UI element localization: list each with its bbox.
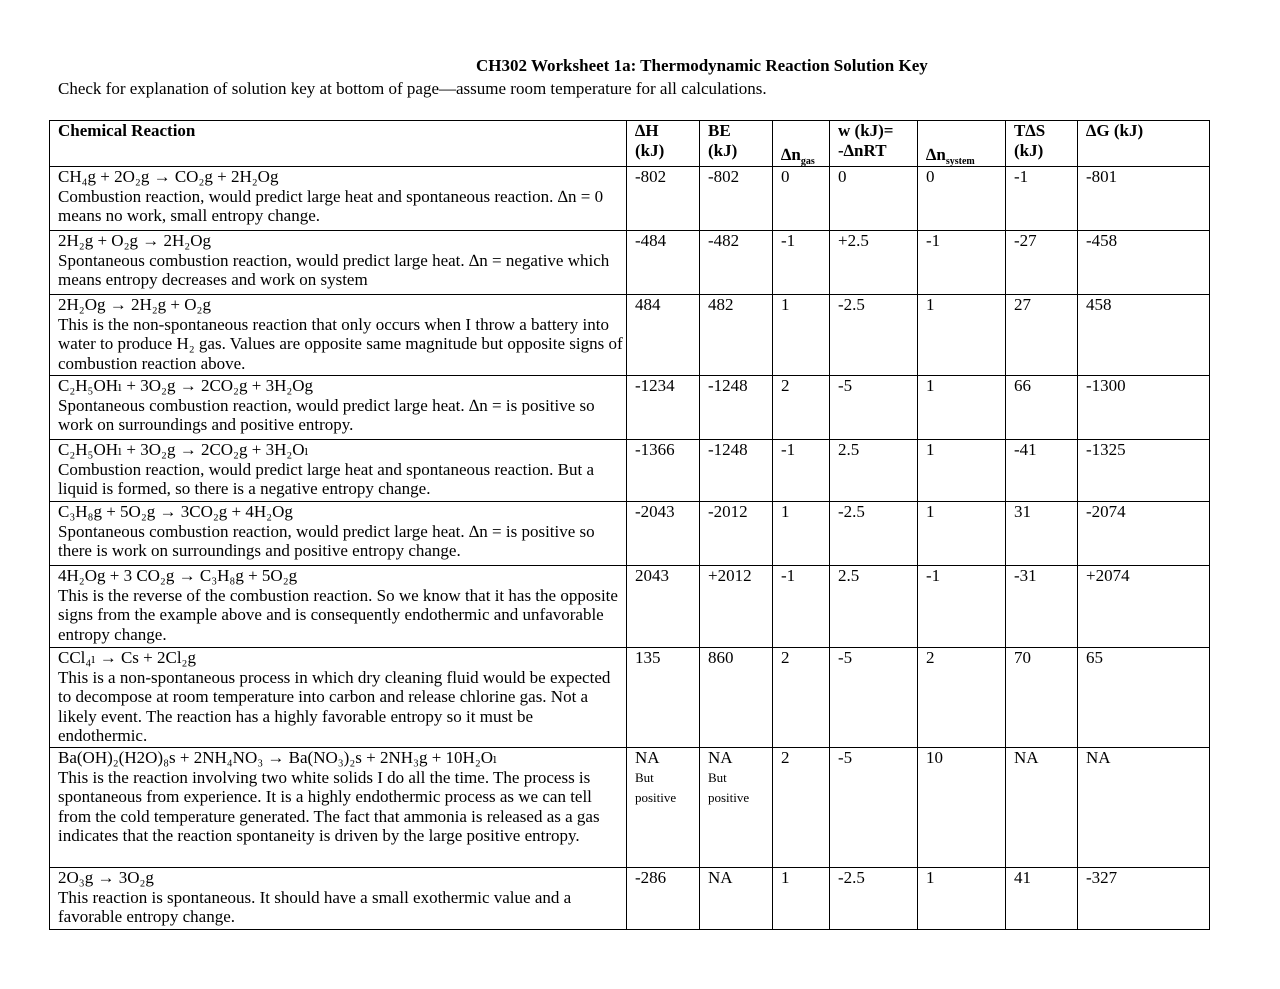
bond-energy-cell: -1248 <box>700 440 773 502</box>
delta-n-system-cell: 10 <box>918 748 1006 868</box>
bond-energy-cell: 860 <box>700 648 773 748</box>
reaction-description: Spontaneous combustion reaction, would predict large heat. ∆n = is positive so there is work on surroundings and positive entropy change. <box>58 521 595 560</box>
delta-g-cell: -1300 <box>1078 376 1210 440</box>
header-delta-n-system <box>918 121 1006 167</box>
delta-h-cell <box>627 748 700 868</box>
reaction-cell <box>50 748 627 868</box>
delta-g-cell: +2074 <box>1078 566 1210 648</box>
reaction-description: Combustion reaction, would predict large heat and spontaneous reaction. ∆n = 0 means no work, small entropy change. <box>58 186 604 225</box>
header-delta-n-system-sub: system <box>945 155 975 167</box>
t-delta-s-cell: -31 <box>1006 566 1078 648</box>
reaction-equation: CH₄g + 2O₂g → CO₂g + 2H₂Og <box>58 167 279 186</box>
reaction-description: This is the reverse of the combustion reaction. So we know that it has the opposite signs from the example above and is consequently endothermic and unfavorable entropy change. <box>58 585 618 644</box>
delta-h-cell: 2043 <box>627 566 700 648</box>
delta-n-gas-cell: 0 <box>773 167 830 231</box>
header-t-delta-s-symbol: T∆S <box>1014 121 1046 140</box>
header-delta-h-unit: (kJ) <box>635 140 665 160</box>
reaction-equation: 2H₂Og → 2H₂g + O₂g <box>58 295 211 314</box>
delta-g-cell: NA <box>1078 748 1210 868</box>
header-delta-h <box>627 121 700 167</box>
bond-energy-cell: -802 <box>700 167 773 231</box>
delta-n-gas-cell: 1 <box>773 502 830 566</box>
header-work <box>830 121 918 167</box>
page-title: CH302 Worksheet 1a: Thermodynamic Reaction Solution Key <box>476 56 928 75</box>
work-cell: -2.5 <box>830 868 918 930</box>
delta-g-cell: 458 <box>1078 295 1210 376</box>
delta-n-system-cell: 1 <box>918 440 1006 502</box>
reaction-equation: C₃H₈g + 5O₂g → 3CO₂g + 4H₂Og <box>58 502 293 521</box>
delta-g-cell: -327 <box>1078 868 1210 930</box>
reaction-equation: 2H₂g + O₂g → 2H₂Og <box>58 231 211 250</box>
t-delta-s-cell: 70 <box>1006 648 1078 748</box>
delta-g-cell: 65 <box>1078 648 1210 748</box>
table-row <box>50 376 1210 440</box>
bond-energy-cell: +2012 <box>700 566 773 648</box>
bond-energy-value: NA <box>708 748 733 767</box>
reaction-cell <box>50 868 627 930</box>
delta-h-cell: -2043 <box>627 502 700 566</box>
t-delta-s-cell: -41 <box>1006 440 1078 502</box>
delta-n-system-cell: 1 <box>918 295 1006 376</box>
delta-n-gas-cell: -1 <box>773 231 830 295</box>
delta-h-cell: -1366 <box>627 440 700 502</box>
header-t-delta-s <box>1006 121 1078 167</box>
bond-energy-cell: -1248 <box>700 376 773 440</box>
reaction-table <box>49 120 1210 930</box>
bond-energy-cell: NA <box>700 868 773 930</box>
table-row <box>50 648 1210 748</box>
delta-n-gas-cell: 2 <box>773 748 830 868</box>
delta-n-system-cell: 1 <box>918 868 1006 930</box>
delta-n-system-cell: 1 <box>918 376 1006 440</box>
delta-n-system-cell: 0 <box>918 167 1006 231</box>
delta-n-system-cell: -1 <box>918 566 1006 648</box>
reaction-cell <box>50 295 627 376</box>
work-cell: -2.5 <box>830 502 918 566</box>
t-delta-s-cell: 31 <box>1006 502 1078 566</box>
header-row <box>50 121 1210 167</box>
header-t-delta-s-unit: (kJ) <box>1014 140 1044 160</box>
delta-h-cell: -484 <box>627 231 700 295</box>
reaction-cell <box>50 440 627 502</box>
reaction-description: This is the reaction involving two white solids I do all the time. The process is spontaneous from experience. It is a highly endothermic process as we can tell from the cold temperature generated. The fact that ammonia is released as a gas indicates that the reaction spontaneity is driven by the large positive entropy. <box>58 767 600 845</box>
reaction-equation: C₂H₅OHₗ + 3O₂g → 2CO₂g + 3H₂Og <box>58 376 314 395</box>
work-cell: -2.5 <box>830 295 918 376</box>
delta-n-gas-cell: 1 <box>773 868 830 930</box>
reaction-description: Combustion reaction, would predict large heat and spontaneous reaction. But a liquid is formed, so there is a negative entropy change. <box>58 459 594 498</box>
delta-h-value: NA <box>635 748 660 767</box>
delta-n-gas-cell: 2 <box>773 376 830 440</box>
header-bond-energy-unit: (kJ) <box>708 140 738 160</box>
delta-n-system-cell: 2 <box>918 648 1006 748</box>
reaction-description: This is a non-spontaneous process in which dry cleaning fluid would be expected to decompose at room temperature into carbon and release chlorine gas. Not a likely event. The reaction has a highly favorable entropy so it must be endothermic. <box>58 667 611 745</box>
header-delta-g: ∆G (kJ) <box>1078 121 1210 167</box>
work-cell: -5 <box>830 376 918 440</box>
header-work-label: w (kJ)= <box>838 121 894 140</box>
reaction-cell <box>50 648 627 748</box>
delta-g-cell: -801 <box>1078 167 1210 231</box>
reaction-description: Spontaneous combustion reaction, would predict large heat. ∆n = is positive so work on surroundings and positive entropy. <box>58 395 595 434</box>
reaction-equation: Ba(OH)₂(H2O)₈s + 2NH₄NO₃ → Ba(NO₃)₂s + 2NH₃g + 10H₂Oₗ <box>58 748 498 767</box>
page-subtitle: Check for explanation of solution key at bottom of page—assume room temperature for all calculations. <box>58 79 767 98</box>
reaction-description: This reaction is spontaneous. It should have a small exothermic value and a favorable entropy change. <box>58 887 572 926</box>
delta-h-cell: 484 <box>627 295 700 376</box>
work-cell: -5 <box>830 648 918 748</box>
reaction-equation: C₂H₅OHₗ + 3O₂g → 2CO₂g + 3H₂Oₗ <box>58 440 309 459</box>
reaction-cell <box>50 502 627 566</box>
table-row <box>50 748 1210 868</box>
header-chemical-reaction: Chemical Reaction <box>50 121 627 167</box>
delta-n-gas-cell: 1 <box>773 295 830 376</box>
work-cell: 0 <box>830 167 918 231</box>
table-row <box>50 868 1210 930</box>
bond-energy-cell: -2012 <box>700 502 773 566</box>
delta-h-note-sign: positive <box>635 789 677 805</box>
bond-energy-note: But <box>708 769 727 785</box>
delta-g-cell: -1325 <box>1078 440 1210 502</box>
header-work-formula: -∆nRT <box>838 140 887 160</box>
delta-h-cell: -1234 <box>627 376 700 440</box>
reaction-cell <box>50 167 627 231</box>
reaction-equation: CCl₄ₗ → Cs + 2Cl₂g <box>58 648 196 667</box>
delta-n-gas-cell: 2 <box>773 648 830 748</box>
header-bond-energy-label: BE <box>708 121 731 140</box>
delta-n-system-cell: -1 <box>918 231 1006 295</box>
work-cell: +2.5 <box>830 231 918 295</box>
t-delta-s-cell: 66 <box>1006 376 1078 440</box>
header-delta-n-gas-symbol: ∆n <box>781 144 801 164</box>
t-delta-s-cell: NA <box>1006 748 1078 868</box>
reaction-equation: 4H₂Og + 3 CO₂g → C₃H₈g + 5O₂g <box>58 566 298 585</box>
header-delta-n-system-symbol: ∆n <box>926 144 946 164</box>
t-delta-s-cell: 27 <box>1006 295 1078 376</box>
table-row <box>50 295 1210 376</box>
table-row <box>50 502 1210 566</box>
bond-energy-note-sign: positive <box>708 789 750 805</box>
table-row <box>50 440 1210 502</box>
reaction-cell <box>50 231 627 295</box>
delta-h-cell: -286 <box>627 868 700 930</box>
bond-energy-cell: -482 <box>700 231 773 295</box>
bond-energy-cell <box>700 748 773 868</box>
header-bond-energy <box>700 121 773 167</box>
work-cell: -5 <box>830 748 918 868</box>
delta-h-note: But <box>635 769 654 785</box>
header-delta-n-gas <box>773 121 830 167</box>
table-row <box>50 231 1210 295</box>
reaction-equation: 2O₃g → 3O₂g <box>58 868 154 887</box>
reaction-cell <box>50 566 627 648</box>
t-delta-s-cell: -27 <box>1006 231 1078 295</box>
header-delta-h-symbol: ∆H <box>635 121 659 140</box>
header-delta-n-gas-sub: gas <box>800 155 815 167</box>
delta-g-cell: -2074 <box>1078 502 1210 566</box>
reaction-cell <box>50 376 627 440</box>
delta-g-cell: -458 <box>1078 231 1210 295</box>
t-delta-s-cell: -1 <box>1006 167 1078 231</box>
reaction-description: This is the non-spontaneous reaction that only occurs when I throw a battery into water to produce H₂ gas. Values are opposite same magnitude but opposite signs of combustion reaction above. <box>58 314 623 373</box>
table-row <box>50 566 1210 648</box>
work-cell: 2.5 <box>830 440 918 502</box>
table-row <box>50 167 1210 231</box>
delta-n-gas-cell: -1 <box>773 566 830 648</box>
work-cell: 2.5 <box>830 566 918 648</box>
delta-h-cell: 135 <box>627 648 700 748</box>
delta-h-cell: -802 <box>627 167 700 231</box>
t-delta-s-cell: 41 <box>1006 868 1078 930</box>
reaction-description: Spontaneous combustion reaction, would predict large heat. ∆n = negative which means entropy decreases and work on system <box>58 250 610 289</box>
delta-n-system-cell: 1 <box>918 502 1006 566</box>
bond-energy-cell: 482 <box>700 295 773 376</box>
delta-n-gas-cell: -1 <box>773 440 830 502</box>
